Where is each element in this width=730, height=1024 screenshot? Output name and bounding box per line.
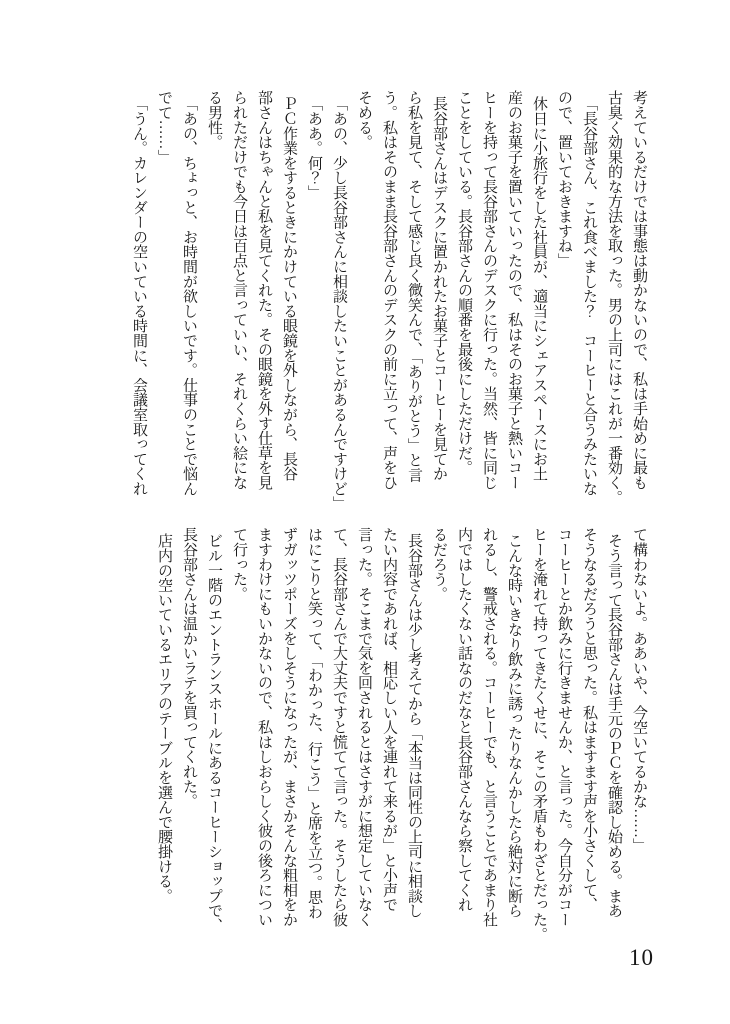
text-column: る男性。 (206, 90, 222, 150)
text-column: るだろう。 (431, 527, 447, 602)
text-column: そめる。 (356, 90, 372, 150)
text-column: う。私はそのまま長谷部さんのデスクの前に立って、声をひ (381, 90, 397, 490)
text-column: そうなるだろうと思った。私はますます声を小さくして、 (581, 527, 597, 912)
text-column: て、長谷部さんで大丈夫ですと慌てて言った。そうしたら彼 (331, 527, 347, 927)
text-column: そう言って長谷部さんは手元のＰＣを確認し始める。まあ (606, 533, 622, 918)
text-column: 店内の空いているエリアのテーブルを選んで腰掛ける。 (156, 533, 172, 904)
text-column: 「ああ。何？」 (306, 96, 322, 200)
text-column: ヒーを持って長谷部さんのデスクに行った。当然、皆に同じ (481, 90, 497, 490)
text-column: はにこりと笑って、「わかった、行こう」と席を立つ。思わ (306, 527, 322, 920)
text-column: て行った。 (231, 527, 247, 602)
text-column: 休日に小旅行をした社員が、適当にシェアスペースにお土 (531, 96, 547, 481)
text-column: 言った。そこまで気を回されるとはさすがに想定していなく (356, 527, 372, 927)
text-column: 内ではしたくない話なのだなと長谷部さんなら察してくれ (456, 527, 472, 912)
text-column: ヒーを淹れて持ってきたくせに、そこの矛盾もわざとだった。 (531, 527, 547, 942)
text-column: 「長谷部さん、これ食べました？ コーヒーと合うみたいな (581, 96, 597, 496)
text-column: れるし、警戒される。コーヒーでも、と言うことであまり社 (481, 527, 497, 927)
text-column: ずガッツポーズをしそうになったが、まさかそんな粗相をか (281, 527, 297, 927)
page-number: 10 (629, 945, 654, 970)
text-column: 長谷部さんは温かいラテを買ってくれた。 (181, 527, 197, 809)
text-column: ビル一階のエントランスホールにあるコーヒーショップで、 (206, 533, 222, 933)
text-column: ので、置いておきますね」 (556, 90, 572, 268)
text-column: て構わないよ。ああいや、今空いてるかな……」 (631, 527, 647, 853)
text-column: 「あの、少し長谷部さんに相談したいことがあるんですけど」 (331, 96, 347, 511)
text-column: 「あの、ちょっと、お時間が欲しいです。仕事のことで悩ん (181, 96, 197, 496)
text-column: 部さんはちゃんと私を見てくれた。その眼鏡を外す仕草を見 (256, 90, 272, 490)
text-column: ら私を見て、そして感じ良く微笑んで、「ありがとう」と言 (406, 90, 422, 483)
text-block-upper (126, 90, 651, 520)
text-column: こんな時いきなり飲みに誘ったりなんかしたら絶対に断ら (506, 533, 522, 918)
text-column: 長谷部さんは少し考えてから「本当は同性の上司に相談し (406, 533, 422, 918)
text-column: ますわけにもいかないので、私はしおらしく彼の後ろについ (256, 527, 272, 927)
text-column: でて……」 (156, 90, 172, 165)
text-column: られただけでも今日は百点と言っていい、それくらい絵にな (231, 90, 247, 490)
text-column: 「うん。カレンダーの空いている時間に、会議室取ってくれ (131, 96, 147, 496)
text-column: 長谷部さんはデスクに置かれたお菓子とコーヒーを見てか (431, 96, 447, 481)
text-column: 考えているだけでは事態は動かないので、私は手始めに最も (631, 90, 647, 490)
text-column: コーヒーとか飲みに行きませんか、と言った。今自分がコー (556, 527, 572, 927)
text-block-lower (151, 527, 651, 957)
text-column: 産のお菓子を置いていったので、私はそのお菓子と熱いコー (506, 90, 522, 490)
text-column: ＰＣ作業をするときにかけている眼鏡を外しながら、長谷 (281, 96, 297, 481)
text-column: 古臭く効果的な方法を取った。男の上司にはこれが一番効く。 (606, 90, 622, 505)
text-column: たい内容であれば、相応しい人を連れて来るが」と小声で (381, 527, 397, 912)
text-column: ことをしている。長谷部さんの順番を最後にしただけだ。 (456, 90, 472, 475)
